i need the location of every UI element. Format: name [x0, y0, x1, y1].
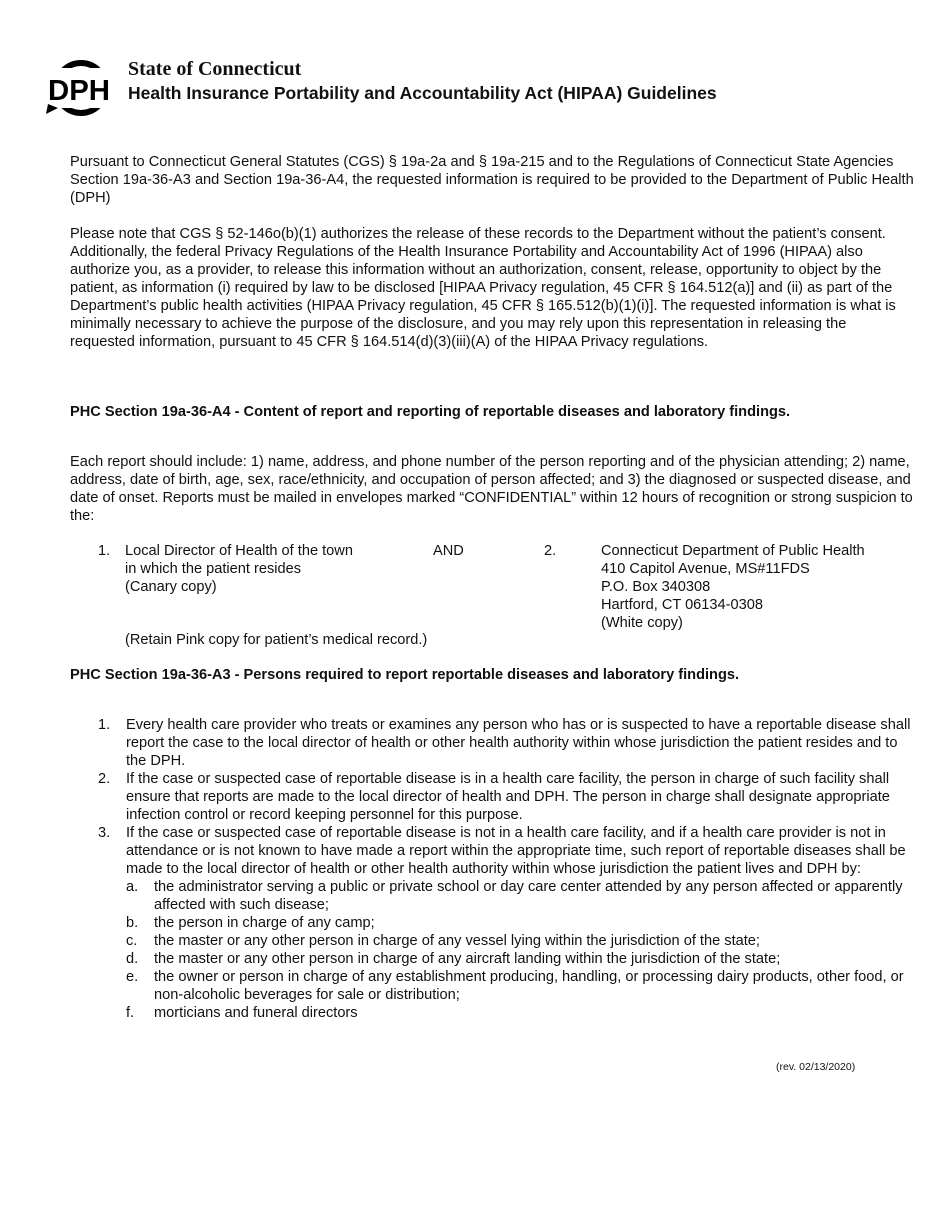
recipient-1-address — [125, 542, 353, 596]
sublist-item-letter: f. — [126, 1005, 135, 1021]
list-item — [70, 770, 915, 824]
recipient-2-line: (White copy) — [601, 615, 683, 631]
section-a3-heading: PHC Section 19a-36-A3 - Persons required to report reportable diseases and laboratory findings. — [70, 667, 740, 683]
sublist-item-letter: c. — [126, 933, 138, 949]
sublist-item-letter: b. — [126, 915, 139, 931]
logo-text: DPH — [48, 75, 110, 107]
sublist-item-text: the master or any other person in charge of any vessel lying within the jurisdiction of the state; — [154, 933, 760, 949]
retain-copy-note: (Retain Pink copy for patient’s medical record.) — [125, 632, 428, 648]
dph-logo — [44, 60, 114, 116]
sublist-item — [126, 932, 915, 950]
recipient-1-number: 1. — [98, 543, 111, 559]
revision-date: (rev. 02/13/2020) — [776, 1061, 856, 1073]
recipient-2-line: Hartford, CT 06134-0308 — [601, 597, 763, 613]
recipient-1-line: in which the patient resides — [125, 561, 302, 577]
list-item-number: 2. — [98, 771, 111, 787]
sublist-item-text: the master or any other person in charge of any aircraft landing within the jurisdiction of the state; — [154, 951, 781, 967]
sublist-item-letter: e. — [126, 969, 139, 985]
reporters-sublist — [126, 878, 915, 1022]
list-item — [70, 824, 915, 1022]
sublist-item-text: morticians and funeral directors — [154, 1005, 358, 1021]
recipient-2-line: Connecticut Department of Public Health — [601, 543, 865, 559]
recipient-1-line: (Canary copy) — [125, 579, 217, 595]
section-a4-body: Each report should include: 1) name, address, and phone number of the person reporting and of the physician attending; 2) name, address, date of birth, age, sex, race/ethnicity, and occupation of person affected; and 3) the diagnosed or suspected disease, and date of onset. Reports must be mailed in envelopes marked “CONFIDENTIAL” within 12 hours of recognition or strong suspicion to the: — [70, 454, 913, 524]
list-item-number: 3. — [98, 825, 111, 841]
sublist-item — [126, 1004, 915, 1022]
recipient-2-line: 410 Capitol Avenue, MS#11FDS — [601, 561, 810, 577]
sublist-item — [126, 878, 915, 914]
document-title: Health Insurance Portability and Accountability Act (HIPAA) Guidelines — [128, 83, 717, 103]
list-item-text: If the case or suspected case of reportable disease is in a health care facility, the person in charge of such facility shall ensure that reports are made to the local director of health and DPH. The person in charge shall designate appropriate infection control or record keeping personnel for this purpose. — [126, 771, 890, 823]
sublist-item-text: the owner or person in charge of any establishment producing, handling, or processing dairy products, other food, or non-alcoholic beverages for sale or distribution; — [154, 969, 904, 1003]
list-item-number: 1. — [98, 717, 111, 733]
sublist-item — [126, 968, 915, 1004]
recipient-2-line: P.O. Box 340308 — [601, 579, 711, 595]
sublist-item-letter: a. — [126, 879, 139, 895]
intro-paragraph: Pursuant to Connecticut General Statutes (CGS) § 19a-2a and § 19a-215 and to the Regulations of Connecticut State Agencies Section 19a-36-A3 and Section 19a-36-A4, the requested information is required to be provided to the Department of Public Health (DPH) — [70, 154, 914, 206]
sublist-item — [126, 914, 915, 932]
list-item — [70, 716, 915, 770]
sublist-item — [126, 950, 915, 968]
privacy-note-paragraph: Please note that CGS § 52-146o(b)(1) authorizes the release of these records to the Department without the patient’s consent. Additionally, the federal Privacy Regulations of the Health Insurance Portability and Accountability Act of 1996 (HIPAA) also authorize you, as a provider, to release this information without an authorization, consent, release, opportunity to object by the patient, as information (i) required by law to be disclosed [HIPAA Privacy regulation, 45 CFR § 164.512(a)] and (ii) as part of the Department’s public health activities (HIPAA Privacy regulation, 45 CFR § 165.512(b)(1)(i)]. The requested information is what is minimally necessary to achieve the purpose of the disclosure, and you may rely upon this representation in releasing the requested information, pursuant to 45 CFR § 164.514(d)(3)(iii)(A) of the HIPAA Privacy regulations. — [70, 226, 896, 350]
recipient-2-number: 2. — [544, 543, 557, 559]
recipient-2-address — [601, 542, 865, 632]
list-item-text: Every health care provider who treats or examines any person who has or is suspected to have a reportable disease shall report the case to the local director of health or other health authority within whose jurisdiction the patient resides and to the DPH. — [126, 717, 911, 769]
list-item-text: If the case or suspected case of reportable disease is not in a health care facility, and if a health care provider is not in attendance or is not known to have made a report within the appropriate time, such report of reportable diseases shall be made to the local director of health or other health authority within whose jurisdiction the patient lives and DPH by: — [126, 825, 906, 877]
sublist-item-text: the administrator serving a public or private school or day care center attended by any person affected or apparently affected with such disease; — [154, 879, 903, 913]
reporters-list — [70, 716, 915, 1022]
state-title: State of Connecticut — [128, 58, 302, 80]
and-label: AND — [433, 543, 464, 559]
recipient-1-line: Local Director of Health of the town — [125, 543, 353, 559]
sublist-item-text: the person in charge of any camp; — [154, 915, 375, 931]
sublist-item-letter: d. — [126, 951, 139, 967]
section-a4-heading: PHC Section 19a-36-A4 - Content of report and reporting of reportable diseases and laboratory findings. — [70, 404, 791, 420]
